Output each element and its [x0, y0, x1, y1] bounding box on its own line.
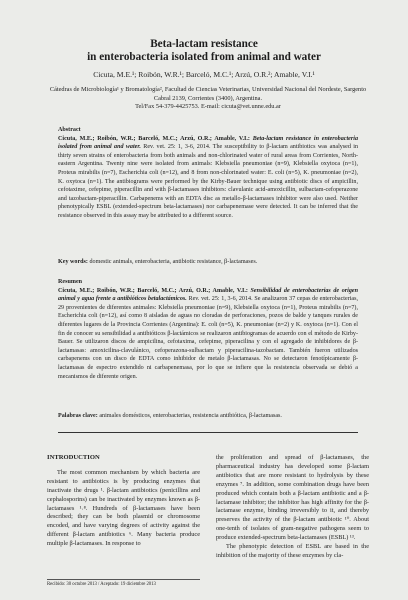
article-title-line-1: Beta-lactam resistance: [150, 38, 258, 50]
author-list: Cicuta, M.E.¹; Roibón, W.R.¹; Barceló, M.C.¹; Arzú, O.R.²; Amable, V.I.¹: [93, 70, 315, 79]
abstract-citation-ref: Rev. vet. 25: 1, 3-6, 2014.: [143, 144, 211, 151]
abstract-keywords: [58, 258, 358, 267]
article-title-line-2: in enterobacteria isolated from animal and water: [87, 51, 321, 63]
intro-paragraph-3: The phenotypic detection of ESBL are based in the inhibition of the majority of these enzymes by cla-: [216, 543, 369, 559]
received-accepted-note: Recibido: 30 octubre 2013 / Aceptado: 19 diciembre 2013: [47, 579, 200, 587]
section-divider: [58, 432, 358, 433]
resumen-citation-authors: Cicuta, M.E.; Roibón, W.R.; Barceló, M.C.; Arzú, O.R.; Amable, V.I.:: [58, 287, 248, 294]
abstract-heading: Abstract: [58, 127, 81, 133]
abstract-section: [58, 126, 358, 221]
resumen-heading: Resumen: [58, 279, 83, 285]
resumen-citation-title: Sensibilidad de enterobacterias de origen animal y agua frente a antibióticos betalactámicos.: [58, 287, 358, 303]
intro-heading: INTRODUCTION: [47, 454, 100, 461]
abstract-body: The susceptibility to β-lactam antibiotics was analysed in thirty seven strains of enterobacteria from both animals and non-chlorinated water of rural areas from Corrientes, North-eastern Argentina. Twenty nine were isolated from animals: Klebsiella pneumoniae (n=9), Klebsiella oxytoca (n=1), Proteus mirabilis (n=7), Escherichia coli (n=12), and 8 from non-chlorinated water: E. coli (n=5), K. pneumoniae (n=2), K. oxytoca (n=1). The antibiograms were performed by the Kirby-Bauer technique using antibiotic discs of ampicillin, cefotaxime, cefepime, piperacillin and with β-lactamases inhibitors: clavulanic acid-amoxicillin, sulbactam-cefoperazone and tazobactam-piperacillin. Carbapenems with an EDTA disc as metallo-β-lactamases inhibitor were also used. Neither phenotypically ESBL (extended-spectrum beta-lactamases) nor carbapenemase were detected. It can be inferred that the resistance observed in this assay may be attributed to a different source.: [58, 144, 358, 219]
intro-paragraph-2: the proliferation and spread of β-lactamases, the pharmaceutical industry has developed some β-lactam antibiotics that are more resistant to hydrolysis by these enzymes ⁷. In addition, some combination drugs have been produced which contain both a β-lactam antibiotic and a β-lactamase inhibitor; the inhibitor has high affinity for the β-lactamase enzyme, binding irreversibly to it, and thereby preserves the activity of the β-lactam antibiotic ¹⁰. About one-tenth of isolates of gram-negative pathogens seem to produce extended-spectrum beta-lactamases (ESBL) ¹³.: [216, 454, 369, 542]
resumen-keywords: [58, 412, 358, 421]
palabras-clave-label: Palabras clave:: [58, 413, 98, 419]
article-title: [0, 38, 408, 64]
affiliation-address: Cátedras de Microbiología¹ y Bromatología², Facultad de Ciencias Veterinarias, Universidad Nacional del Nordeste, Sargento Cabral 2139, Corrientes (3400), Argentina.: [49, 86, 367, 102]
keywords-text: domestic animals, enterobacteria, antibiotic resistance, β-lactamases.: [89, 259, 258, 265]
resumen-citation-ref: Rev. vet. 25: 1, 3-6, 2014.: [188, 296, 253, 303]
keywords-label: Key words:: [58, 259, 88, 265]
abstract-citation-title: Beta-lactam resistance in enterobacteria isolated from animal and water.: [58, 135, 358, 151]
affiliation-contact: Tel/Fax 54-379-4425753. E-mail: cicuta@vet.unne.edu.ar: [135, 103, 281, 111]
resumen-body: Se analizaron 37 cepas de enterobacterias, 29 provenientes de diferentes animales: Klebsiella pneumoniae (n=9), Klebsiella oxytoca (n=1), Proteus mirabilis (n=7), Escherichia coli (n=12), así como 8 aisladas de aguas no cloradas de perforaciones, pozos de balde y tanques rurales de diferentes lugares de la Provincia Corrientes (Argentina): E. coli (n=5), K. pneumoniae (n=2) y K. oxytoca (n=1). Con el fin de conocer su sensibilidad a antibióticos β-lactámicos se realizaron antibiogramas de acuerdo con el método de Kirby-Bauer. Se utilizaron discos de ampicilina, cefotaxima, cefepime, piperacilina y con el agregado de inhibidores de β-lactamasas: amoxicilina-clavulánico, cefoperazona-sulbactam y piperacilina-tazobactam. También fueron utilizados carbapenems con un disco de EDTA como inhibidor de metalo β-lactamasas. No se detectaron fenotípicamente β-lactamasas de espectro extendido ni carbapenemasa, por lo que se infiere que la resistencia observada se debió a mecanismos de diferente origen.: [58, 296, 359, 380]
intro-left-column: [47, 454, 200, 549]
intro-paragraph-1: The most common mechanism by which bacteria are resistant to antibiotics is by producing enzymes that inactivate the drugs ¹. β-lactam antibiotics (penicillins and cephalosporins) can be inactivated by enzymes known as β-lactamases ¹˒⁸. Hundreds of β-lactamases have been described; they can be both plasmid or chromosome encoded, and have varying degrees of activity against the different β-lactam antibiotics ⁶. Many bacteria produce multiple β-lactamases. In response to: [47, 468, 200, 548]
palabras-clave-text: animales domésticos, enterobacterias, resistencia antibiótica, β-lactamasas.: [99, 413, 282, 419]
abstract-citation-authors: Cicuta, M.E.; Roibón, W.R.; Barceló, M.C.; Arzú, O.R.; Amable, V.I.:: [58, 135, 250, 142]
intro-right-column: [216, 454, 369, 561]
resumen-section: [58, 278, 358, 381]
affiliation: [48, 86, 368, 112]
